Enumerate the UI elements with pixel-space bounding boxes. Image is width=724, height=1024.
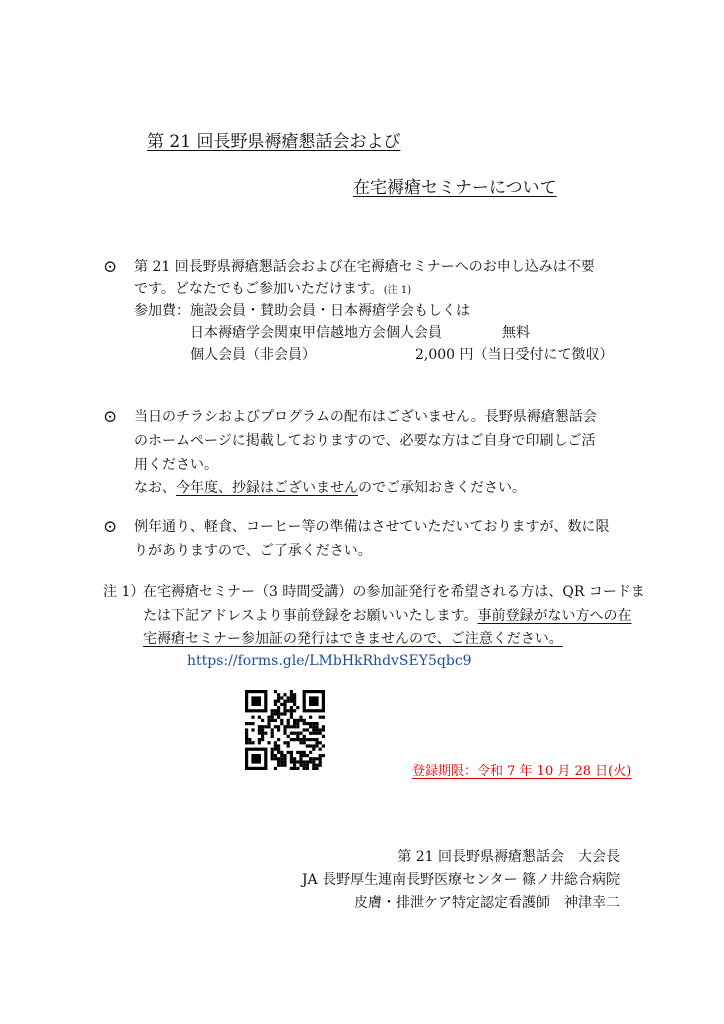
qr-module — [303, 764, 306, 767]
qr-module — [287, 722, 290, 725]
bullet-icon: ⊙ — [103, 517, 118, 537]
qr-module — [303, 735, 306, 738]
qr-module — [315, 757, 318, 760]
fee-individual-value: 2,000 円（当日受付にて徴収） — [415, 347, 614, 363]
qr-module — [315, 722, 318, 725]
qr-module — [299, 754, 302, 757]
qr-module — [306, 722, 309, 725]
qr-module — [293, 732, 296, 735]
qr-module — [293, 722, 296, 725]
qr-module — [277, 751, 280, 754]
qr-module — [315, 741, 318, 744]
qr-module — [312, 728, 315, 731]
qr-module — [306, 760, 309, 763]
qr-module — [315, 725, 318, 728]
qr-module — [322, 716, 325, 719]
qr-module — [267, 719, 270, 722]
qr-module — [261, 735, 264, 738]
qr-module — [283, 712, 286, 715]
qr-module — [287, 735, 290, 738]
qr-module — [319, 754, 322, 757]
qr-module — [303, 719, 306, 722]
qr-module — [312, 732, 315, 735]
qr-module — [309, 738, 312, 741]
qr-module — [322, 754, 325, 757]
qr-module — [277, 728, 280, 731]
qr-module — [271, 757, 274, 760]
qr-module — [303, 751, 306, 754]
qr-module — [258, 728, 261, 731]
qr-module — [287, 719, 290, 722]
section1-line-1: 第 21 回長野県褥瘡懇話会および在宅褥瘡セミナーへのお申し込みは不要 — [134, 259, 595, 275]
qr-module — [280, 754, 283, 757]
signature-line-2: JA 長野厚生連南長野医療センター 篠ノ井総合病院 — [301, 872, 620, 888]
qr-module — [306, 738, 309, 741]
qr-module — [287, 744, 290, 747]
qr-module — [306, 728, 309, 731]
qr-module — [309, 725, 312, 728]
qr-module — [271, 748, 274, 751]
qr-module — [277, 748, 280, 751]
qr-module — [280, 722, 283, 725]
qr-module — [264, 725, 267, 728]
qr-module — [293, 767, 296, 770]
note-reference: (注 1) — [383, 285, 412, 296]
qr-module — [283, 757, 286, 760]
qr-module — [290, 712, 293, 715]
section2-line-4-pre: なお、 — [134, 480, 176, 496]
qr-module — [299, 732, 302, 735]
qr-module — [274, 744, 277, 747]
qr-module — [283, 709, 286, 712]
note-label: 注 1） — [103, 584, 145, 600]
qr-module — [251, 728, 254, 731]
qr-module — [271, 751, 274, 754]
qr-module — [287, 700, 290, 703]
qr-module — [277, 706, 280, 709]
qr-module — [248, 738, 251, 741]
qr-module — [251, 716, 254, 719]
qr-module — [274, 748, 277, 751]
qr-module — [322, 728, 325, 731]
qr-module — [306, 767, 309, 770]
qr-module — [290, 696, 293, 699]
qr-module — [261, 728, 264, 731]
qr-module — [290, 693, 293, 696]
qr-module — [290, 757, 293, 760]
qr-module — [303, 754, 306, 757]
qr-module — [267, 741, 270, 744]
qr-module — [280, 712, 283, 715]
qr-module — [245, 735, 248, 738]
qr-module — [261, 725, 264, 728]
qr-module — [319, 760, 322, 763]
note-warning-part-2: 宅褥瘡セミナー参加証の発行はできませんので、ご注意ください。 — [143, 631, 563, 647]
qr-module — [245, 728, 248, 731]
qr-module — [303, 741, 306, 744]
qr-module — [283, 732, 286, 735]
qr-module — [306, 744, 309, 747]
qr-code-image — [245, 690, 325, 770]
qr-module — [245, 722, 248, 725]
qr-module — [290, 690, 293, 693]
qr-module — [283, 754, 286, 757]
qr-module — [312, 764, 315, 767]
qr-module — [280, 719, 283, 722]
qr-module — [299, 751, 302, 754]
qr-module — [280, 760, 283, 763]
no-abstract-notice: 今年度、抄録はございません — [176, 480, 358, 496]
qr-module — [277, 760, 280, 763]
qr-module — [315, 767, 318, 770]
qr-module — [299, 741, 302, 744]
qr-module — [261, 732, 264, 735]
qr-module — [280, 696, 283, 699]
qr-module — [274, 700, 277, 703]
qr-module — [293, 760, 296, 763]
qr-module — [299, 738, 302, 741]
qr-module — [283, 693, 286, 696]
qr-module — [287, 709, 290, 712]
qr-module — [312, 744, 315, 747]
fee-individual-label: 個人会員（非会員） — [190, 347, 316, 363]
qr-module — [309, 744, 312, 747]
qr-module — [280, 764, 283, 767]
section2-line-3: 用ください。 — [134, 457, 218, 473]
qr-module — [251, 741, 254, 744]
qr-module — [290, 732, 293, 735]
qr-module — [293, 693, 296, 696]
qr-module — [293, 738, 296, 741]
qr-module — [312, 722, 315, 725]
note-line-2-text: たは下記アドレスより事前登録をお願いいたします。 — [143, 608, 478, 624]
qr-module — [293, 696, 296, 699]
qr-module — [322, 735, 325, 738]
qr-module — [303, 722, 306, 725]
qr-module — [248, 722, 251, 725]
qr-module — [258, 741, 261, 744]
qr-module — [319, 764, 322, 767]
fee-member-value: 無料 — [502, 325, 530, 341]
qr-module — [309, 722, 312, 725]
qr-module — [261, 719, 264, 722]
qr-module — [296, 706, 299, 709]
qr-module — [277, 744, 280, 747]
qr-module — [290, 760, 293, 763]
qr-module — [283, 741, 286, 744]
qr-module — [315, 764, 318, 767]
qr-module — [299, 764, 302, 767]
qr-module — [283, 764, 286, 767]
qr-module — [271, 716, 274, 719]
qr-module — [290, 709, 293, 712]
qr-module — [299, 716, 302, 719]
bullet-icon: ⊙ — [103, 407, 118, 427]
section2-line-4 — [134, 475, 526, 502]
qr-module — [293, 703, 296, 706]
qr-module — [319, 728, 322, 731]
qr-module — [309, 716, 312, 719]
section3-line-1: 例年通り、軽食、コーヒー等の準備はさせていただいておりますが、数に限 — [134, 519, 610, 535]
qr-module — [271, 728, 274, 731]
qr-module — [290, 754, 293, 757]
qr-module — [293, 719, 296, 722]
qr-module — [322, 744, 325, 747]
qr-module — [296, 751, 299, 754]
qr-module — [271, 709, 274, 712]
qr-module — [309, 757, 312, 760]
qr-module — [277, 764, 280, 767]
qr-module — [296, 735, 299, 738]
qr-module — [293, 764, 296, 767]
qr-module — [315, 744, 318, 747]
qr-module — [309, 760, 312, 763]
qr-module — [315, 732, 318, 735]
qr-module — [287, 751, 290, 754]
fee-label: 参加費：施設会員・賛助会員・日本褥瘡学会もしくは — [134, 303, 470, 319]
qr-module — [287, 696, 290, 699]
qr-module — [277, 738, 280, 741]
qr-module — [283, 706, 286, 709]
qr-module — [267, 725, 270, 728]
signature-line-1: 第 21 回長野県褥瘡懇話会 大会長 — [397, 849, 620, 865]
qr-module — [306, 754, 309, 757]
qr-module — [258, 732, 261, 735]
qr-module — [283, 725, 286, 728]
qr-module — [315, 738, 318, 741]
bullet-icon: ⊙ — [103, 257, 118, 277]
qr-module — [274, 767, 277, 770]
qr-module — [296, 722, 299, 725]
qr-module — [309, 751, 312, 754]
qr-module — [245, 741, 248, 744]
qr-module — [287, 741, 290, 744]
qr-module — [293, 709, 296, 712]
qr-module — [248, 741, 251, 744]
qr-module — [290, 700, 293, 703]
qr-module — [277, 712, 280, 715]
note-line-1: 在宅褥瘡セミナー（3 時間受講）の参加証発行を希望される方は、QR コードま — [143, 584, 645, 600]
qr-module — [245, 738, 248, 741]
section1-line-2-text: です。どなたでもご参加いただけます。 — [134, 281, 384, 297]
qr-module — [309, 732, 312, 735]
qr-module — [312, 738, 315, 741]
qr-module — [261, 738, 264, 741]
qr-module — [274, 703, 277, 706]
qr-module — [319, 732, 322, 735]
qr-module — [274, 754, 277, 757]
qr-module — [274, 757, 277, 760]
title-line-1: 第 21 回長野県褥瘡懇話会および — [147, 132, 401, 152]
section3-line-2: りがありますので、ご了承ください。 — [134, 543, 372, 559]
qr-module — [277, 709, 280, 712]
qr-module — [283, 760, 286, 763]
qr-module — [296, 732, 299, 735]
qr-module — [293, 757, 296, 760]
qr-module — [271, 735, 274, 738]
qr-module — [245, 732, 248, 735]
qr-module — [290, 751, 293, 754]
qr-module — [271, 732, 274, 735]
section2-line-4-post: のでご承知おきください。 — [358, 480, 526, 496]
qr-module — [319, 748, 322, 751]
qr-module — [312, 760, 315, 763]
signature-line-3: 皮膚・排泄ケア特定認定看護師 神津幸二 — [354, 895, 620, 911]
qr-module — [290, 716, 293, 719]
qr-module — [290, 767, 293, 770]
qr-module — [271, 719, 274, 722]
qr-module — [287, 725, 290, 728]
note-warning-part-1: 事前登録がない方への在 — [477, 608, 632, 624]
qr-module — [258, 725, 261, 728]
qr-module — [258, 738, 261, 741]
qr-module — [299, 760, 302, 763]
qr-module — [271, 712, 274, 715]
qr-module — [271, 754, 274, 757]
qr-module — [296, 760, 299, 763]
qr-module — [277, 700, 280, 703]
qr-module — [293, 700, 296, 703]
qr-module — [283, 728, 286, 731]
fee-member-label: 日本褥瘡学会関東甲信越地方会個人会員 — [190, 325, 442, 341]
qr-module — [319, 741, 322, 744]
qr-module — [303, 728, 306, 731]
qr-module — [290, 738, 293, 741]
qr-module — [319, 757, 322, 760]
qr-module — [280, 703, 283, 706]
qr-module — [283, 700, 286, 703]
qr-module — [267, 716, 270, 719]
registration-link[interactable]: https://forms.gle/LMbHkRhdvSEY5qbc9 — [187, 653, 472, 669]
qr-module — [277, 696, 280, 699]
qr-module — [296, 738, 299, 741]
qr-module — [274, 725, 277, 728]
qr-module — [267, 722, 270, 725]
qr-module — [312, 757, 315, 760]
registration-deadline: 登録期限：令和 7 年 10 月 28 日(火) — [412, 764, 632, 779]
qr-module — [274, 741, 277, 744]
qr-module — [277, 725, 280, 728]
qr-module — [296, 767, 299, 770]
qr-module — [258, 716, 261, 719]
qr-module — [306, 764, 309, 767]
qr-module — [303, 760, 306, 763]
qr-module — [274, 690, 277, 693]
title-line-2: 在宅褥瘡セミナーについて — [353, 178, 557, 198]
qr-module — [274, 709, 277, 712]
qr-module — [296, 725, 299, 728]
section2-line-2: のホームページに掲載しておりますので、必要な方はご自身で印刷しご活 — [134, 433, 596, 449]
qr-module — [274, 719, 277, 722]
section2-line-1: 当日のチラシおよびプログラムの配布はございません。長野県褥瘡懇話会 — [134, 409, 597, 425]
qr-module — [280, 757, 283, 760]
qr-module — [303, 738, 306, 741]
qr-module — [312, 725, 315, 728]
qr-module — [319, 716, 322, 719]
qr-module — [290, 706, 293, 709]
qr-module — [274, 712, 277, 715]
qr-module — [296, 719, 299, 722]
qr-module — [290, 725, 293, 728]
qr-module — [277, 693, 280, 696]
qr-module — [264, 732, 267, 735]
qr-module — [299, 719, 302, 722]
qr-module — [251, 722, 254, 725]
qr-module — [315, 728, 318, 731]
qr-module — [283, 703, 286, 706]
qr-module — [277, 757, 280, 760]
qr-module — [303, 767, 306, 770]
qr-module — [312, 748, 315, 751]
qr-module — [277, 716, 280, 719]
qr-module — [280, 751, 283, 754]
qr-module — [299, 757, 302, 760]
qr-module — [322, 725, 325, 728]
qr-module — [312, 767, 315, 770]
qr-module — [293, 725, 296, 728]
